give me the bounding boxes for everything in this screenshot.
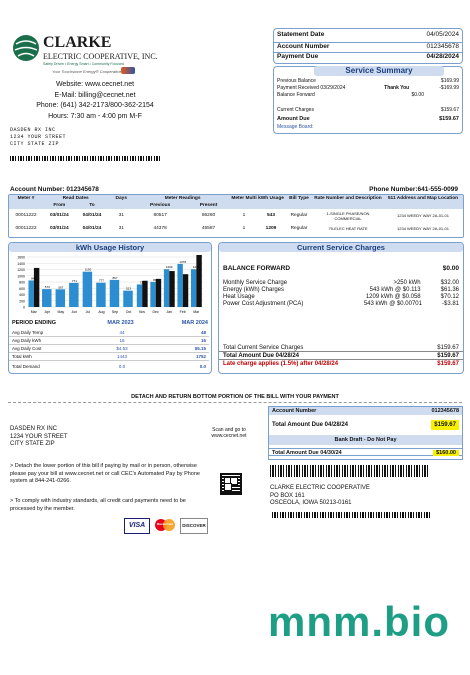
meter-cell: 03/01/24 — [49, 226, 69, 231]
summary-label: Balance Forward — [277, 92, 315, 98]
meter-cell: 80517 — [153, 213, 167, 218]
stub-due2-box — [268, 448, 463, 460]
bar-data-label: 1130 — [84, 267, 92, 272]
x-tick-label: Mar — [30, 310, 37, 314]
stub-due-value: $159.67 — [431, 420, 459, 430]
bar-2023 — [191, 269, 196, 307]
charge-value: $32.00 — [440, 280, 459, 286]
bar-2024 — [34, 268, 39, 307]
y-tick-label: 0 — [23, 305, 25, 310]
current-charges-box — [218, 242, 464, 374]
visa-icon: VISA — [124, 518, 150, 534]
postal-barcode — [10, 156, 160, 161]
meter-cell: 44378 — [153, 226, 167, 231]
x-tick-label: Sep — [111, 310, 119, 314]
bar-2023 — [137, 284, 142, 307]
account-line-right: Phone Number:641-555-0099 — [369, 186, 458, 193]
charge-label: Power Cost Adjustment (PCA) — [223, 301, 304, 307]
stat-2023: 16 — [119, 338, 125, 343]
bar-data-label: 1209 — [192, 265, 200, 270]
stub-due2-value: $160.00 — [433, 450, 459, 456]
stub-due2-label: Total Amount Due 04/30/24 — [272, 450, 342, 456]
bar-data-label: 771 — [71, 278, 77, 283]
company-name-line2: ELECTRIC COOPERATIVE, INC. — [43, 52, 158, 61]
meter-col-header: Meter Multi — [231, 196, 257, 201]
account-number-label: Account Number — [277, 43, 330, 50]
detach-divider — [8, 402, 462, 403]
meter-cell: 1209 — [265, 226, 277, 231]
bar-data-label: 567 — [58, 285, 64, 290]
company-name: CLARKE — [43, 34, 112, 51]
postal-barcode — [272, 512, 432, 518]
detach-notice: DETACH AND RETURN BOTTOM PORTION OF THE BILL WITH YOUR PAYMENT — [131, 394, 339, 400]
meter-table — [9, 195, 463, 235]
period-ending-label: PERIOD ENDING — [12, 320, 57, 326]
y-tick-label: 1600 — [17, 255, 25, 260]
x-tick-label: Jun — [71, 310, 78, 314]
col-2024-label: MAR 2024 — [181, 320, 208, 326]
x-tick-label: Nov — [138, 310, 146, 314]
meter-table-box — [8, 194, 464, 238]
bar-2023 — [96, 283, 105, 307]
bar-2024 — [183, 274, 188, 307]
bar-2023 — [110, 280, 119, 307]
payment-due-value: 04/28/2024 — [426, 53, 459, 60]
bar-data-label: 777 — [98, 278, 104, 283]
company-hours: Hours: 7:30 am - 4:00 pm M-F — [48, 112, 142, 120]
stub-address-line: DASDEN RX INC — [10, 426, 58, 432]
meter-col-header: 511 Address and Map Location — [387, 196, 459, 201]
amount-due-value: $159.67 — [439, 116, 459, 122]
bar-2023 — [42, 289, 51, 307]
charge-mid: 543 kWh @ $0.113 — [369, 287, 421, 293]
bank-draft-notice: Bank Draft - Do Not Pay — [269, 435, 462, 445]
stat-row — [9, 337, 209, 345]
bar-data-label: 867 — [112, 275, 118, 280]
stat-label: Total Demand — [12, 363, 40, 369]
account-number-value: 012345678 — [426, 43, 459, 50]
meter-cell: Regular — [290, 226, 308, 231]
summary-value: $159.67 — [440, 107, 459, 113]
bar-data-label: 1378 — [179, 259, 187, 264]
mail-address-line: CITY STATE ZIP — [10, 141, 60, 147]
charge-value: $70.12 — [440, 294, 459, 300]
stat-row — [9, 345, 209, 353]
meter-cell: 1234 WEEDY WAY 2A-01-01 — [397, 226, 449, 231]
stat-2024: 16 — [200, 338, 206, 343]
bar-2023 — [123, 291, 132, 307]
y-tick-label: 200 — [19, 299, 25, 304]
bar-data-label: 848 — [31, 276, 37, 281]
charge-mid: >250 kWh — [393, 280, 421, 286]
stat-row — [9, 329, 209, 337]
meter-cell: 1234 WEEDY WAY 2A-01-01 — [397, 213, 449, 218]
summary-value: $169.99 — [440, 78, 459, 84]
stat-label: Total kWh — [12, 354, 32, 359]
meter-cell: 00011222 — [15, 226, 37, 231]
meter-cell: 45587 — [201, 226, 216, 231]
statement-box — [273, 28, 463, 64]
account-line-left: Account Number: 012345678 — [10, 186, 99, 193]
stat-label: Avg Daily Cost — [12, 346, 42, 351]
payment-due-label: Payment Due — [277, 53, 319, 60]
stub-address-line: CITY STATE ZIP — [10, 441, 55, 447]
bar-2023 — [29, 280, 34, 307]
discover-icon: DISCOVER — [180, 518, 208, 534]
meter-cell: 31 — [118, 226, 124, 231]
charge-label: Monthly Service Charge — [223, 280, 288, 286]
meter-cell: 00011222 — [15, 213, 37, 218]
company-slogan: Safety Driven • Energy Smart • Community Focused — [43, 62, 124, 66]
bar-data-label: 803 — [153, 277, 159, 282]
stat-label: Avg Daily kWh — [12, 338, 42, 343]
company-tagline: Your Touchstone Energy® Cooperative — [52, 69, 122, 74]
stat-2023: 44 — [119, 330, 125, 335]
usage-chart — [9, 255, 209, 317]
bar-2023 — [83, 272, 92, 307]
summary-mid: Thank You — [384, 85, 410, 91]
meter-sub-header: Previous — [150, 203, 171, 208]
meter-sub-header: Present — [199, 203, 218, 208]
late-charge-value: $159.67 — [437, 361, 459, 367]
x-tick-label: Apr — [44, 310, 51, 314]
charge-value: $61.36 — [440, 287, 459, 293]
table-row — [9, 209, 463, 222]
bar-2023 — [69, 283, 78, 307]
meter-cell: 04/01/24 — [82, 213, 102, 218]
stat-2024: 1752 — [195, 354, 206, 359]
watermark: mnm.bio — [268, 598, 450, 645]
meter-col-header: Meter # — [17, 196, 35, 201]
card-logos — [124, 518, 208, 534]
summary-label: Previous Balance — [277, 78, 316, 84]
meter-cell: 1 — [242, 213, 246, 218]
stat-2024: 48 — [200, 330, 206, 335]
meter-cell: 543 — [266, 213, 275, 218]
meter-sub-header: To — [89, 203, 95, 208]
balance-forward-label: BALANCE FORWARD — [223, 265, 291, 272]
total-service-value: $159.67 — [437, 345, 459, 351]
bar-2023 — [150, 282, 155, 307]
meter-cell: 1 — [242, 226, 246, 231]
summary-label: Payment Received 03/29/2024 — [277, 85, 346, 91]
stat-2024: $5.15 — [194, 346, 206, 351]
meter-cell: 03/01/24 — [49, 213, 69, 218]
stat-2023: $4.53 — [116, 346, 128, 351]
meter-cell: 31 — [118, 213, 124, 218]
bar-2023 — [177, 264, 182, 307]
remit-line: CLARKE ELECTRIC COOPERATIVE — [270, 485, 370, 491]
y-tick-label: 1000 — [17, 274, 25, 279]
mail-address-line: DASDEN RX INC — [10, 127, 56, 133]
usage-stats — [9, 329, 209, 371]
charge-label: Energy (kWh) Charges — [223, 287, 285, 293]
meter-col-header: kWh Usage — [258, 196, 284, 201]
mastercard-icon — [153, 518, 177, 532]
meter-cell: Regular — [290, 213, 308, 218]
stub-account-label: Account Number — [272, 408, 317, 414]
company-logo — [12, 34, 40, 62]
company-website[interactable]: Website: www.cecnet.net — [55, 81, 135, 88]
bar-2024 — [196, 255, 201, 307]
meter-col-header: Days — [115, 196, 128, 201]
y-tick-label: 1200 — [17, 268, 25, 272]
y-tick-label: 800 — [19, 280, 25, 285]
stat-row — [9, 361, 209, 371]
charge-value: -$3.81 — [441, 301, 459, 307]
company-phone: Phone: (641) 342-2173/800-362-2154 — [36, 102, 154, 109]
stat-2023: 0.0 — [118, 363, 126, 369]
stat-2024: 0.0 — [199, 363, 206, 369]
meter-cell: 04/01/24 — [82, 226, 102, 231]
table-row — [9, 222, 463, 235]
charge-label: Heat Usage — [223, 294, 255, 300]
meter-col-header: Meter Readings — [164, 196, 201, 201]
x-tick-label: Oct — [125, 310, 132, 314]
bar-2023 — [164, 269, 169, 307]
credit-card-note: > To comply with industry standards, all credit card payments need to be processed by the member. — [10, 498, 186, 512]
qr-code[interactable] — [220, 473, 242, 495]
col-2023-label: MAR 2023 — [107, 320, 134, 326]
stat-2023: 1443 — [116, 354, 127, 359]
summary-value: -$169.99 — [439, 85, 459, 91]
bar-data-label: 722 — [139, 280, 145, 285]
bar-data-label: 573 — [44, 285, 50, 290]
summary-value: $0.00 — [411, 92, 424, 98]
statement-date-value: 04/05/2024 — [426, 31, 459, 38]
touchstone-icon — [121, 67, 135, 74]
x-tick-label: Aug — [98, 310, 105, 314]
x-tick-label: Mar — [193, 310, 200, 314]
company-email[interactable]: E-Mail: billing@cecnet.net — [54, 91, 136, 99]
bar-2024 — [169, 271, 174, 307]
meter-cell: 86260 — [201, 213, 216, 218]
x-tick-label: Jul — [85, 310, 91, 314]
x-tick-label: Jan — [166, 310, 172, 314]
total-service-label: Total Current Service Charges — [223, 345, 304, 351]
charge-mid: 1209 kWh @ $0.058 — [365, 294, 421, 300]
service-summary-box — [273, 66, 463, 134]
stub-due-label: Total Amount Due 04/28/24 — [272, 422, 349, 428]
x-tick-label: May — [57, 310, 65, 314]
bar-data-label: 1209 — [165, 265, 173, 270]
y-tick-label: 1400 — [17, 261, 25, 266]
meter-cell: 75-ELEC HEAT RATE — [328, 226, 368, 231]
stub-account-value: 012345678 — [431, 408, 459, 414]
late-charge-label: Late charge applies (1.5%) after 04/28/24 — [223, 361, 339, 367]
x-tick-label: Dec — [152, 310, 159, 314]
meter-cell: 1-SINGLE PHASE/NON COMMERCIAL — [326, 210, 370, 221]
globe-logo-icon — [12, 34, 40, 62]
y-tick-label: 600 — [19, 286, 25, 291]
x-tick-label: Feb — [179, 310, 186, 314]
meter-col-header: Bill Type — [289, 196, 309, 201]
mastercard-label: MasterCard — [156, 522, 174, 526]
total-due-value: $159.67 — [437, 353, 459, 359]
remit-line: PO BOX 161 — [270, 492, 305, 499]
meter-col-header: Rate Number and Description — [314, 196, 382, 201]
usage-history-title: kWh Usage History — [9, 243, 211, 252]
bar-2023 — [56, 289, 65, 307]
stat-row — [9, 353, 209, 361]
message-board-label: Message Board: — [277, 124, 314, 130]
bar-data-label: 523 — [126, 286, 132, 291]
service-summary-title: Service Summary — [314, 66, 444, 76]
current-charges-title: Current Service Charges — [219, 243, 463, 252]
balance-forward-value: $0.00 — [442, 265, 459, 272]
meter-sub-header: From — [53, 203, 66, 208]
scan-text: Scan and go to www.cecnet.net — [211, 427, 247, 439]
stub-address-line: 1234 YOUR STREET — [10, 433, 68, 440]
stat-label: Avg Daily Temp — [12, 330, 44, 335]
mail-address-line: 1234 YOUR STREET — [10, 134, 67, 140]
summary-label: Current Charges — [277, 107, 314, 113]
pay-instructions: > Detach the lower portion of this bill if paying by mail or in person, otherwise please pay your bill at www.cecnet.net or call CEC's Automated Pay by Phone system at 844-241-0266. — [10, 463, 200, 484]
y-tick-label: 400 — [19, 293, 25, 297]
amount-due-label: Amount Due — [277, 116, 310, 122]
remit-line: OSCEOLA, IOWA 50213-0161 — [270, 500, 352, 506]
bar-2024 — [156, 279, 161, 307]
charge-mid: 543 kWh @ $0.00701 — [363, 301, 422, 307]
usage-history-box — [8, 242, 212, 374]
remit-barcode — [270, 465, 430, 477]
total-due-label: Total Amount Due 04/28/24 — [223, 353, 300, 359]
meter-col-header: Read Dates — [62, 196, 89, 201]
statement-date-label: Statement Date — [277, 31, 325, 38]
